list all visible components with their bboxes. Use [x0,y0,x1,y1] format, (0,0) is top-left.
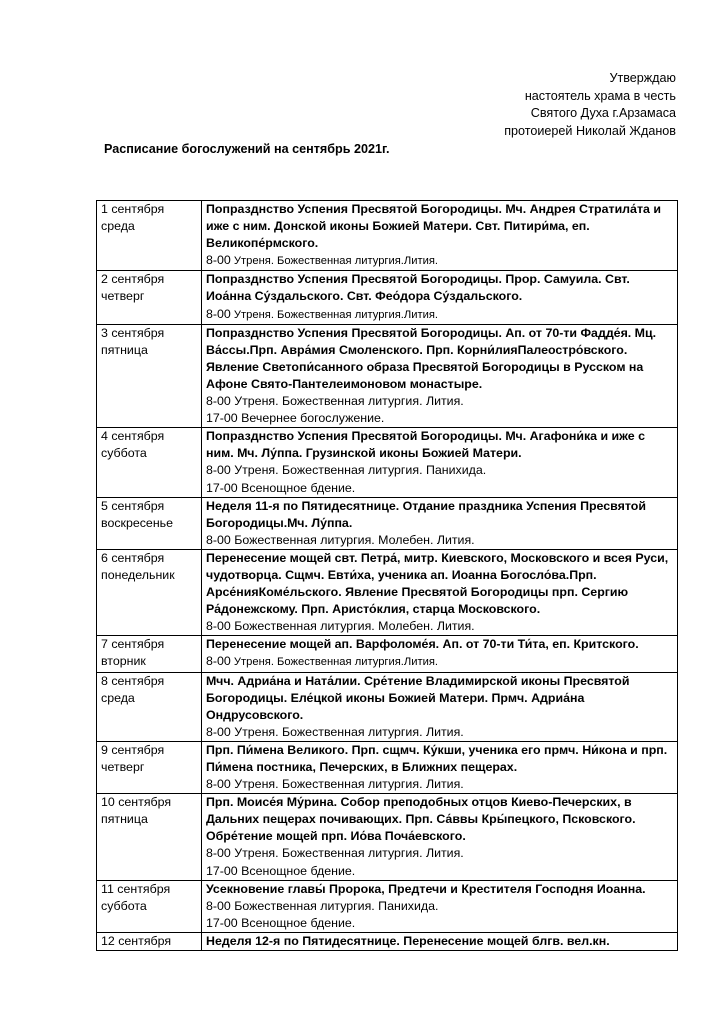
schedule-row [97,201,678,271]
service-cell [202,672,678,741]
feast-title: Прп. Пи́мена Великого. Прп. сщмч. Ку́кши, ученика его прмч. Ни́кона и прп. Пи́мена постника, Печерских, в Ближних пещерах. [206,742,668,774]
date-text: 4 сентября [101,429,165,444]
service-line: 8-00 Божественная литургия. Панихида. [206,898,439,913]
service-line [206,252,674,270]
date-cell [97,880,202,932]
weekday-text: воскресенье [101,515,174,530]
weekday-text: четверг [101,760,145,774]
feast-title: Перенесение мощей ап. Варфоломе́я. Ап. от 70-ти Ти́та, еп. Критского. [206,637,639,652]
service-cell [202,271,678,324]
service-line: 17-00 Вечернее богослужение. [206,411,385,426]
approval-line: протоиерей Николай Жданов [504,123,676,138]
service-line: 8-00 Утреня. Божественная литургия. Лития. [206,777,464,792]
feast-title: Неделя 11-я по Пятидесятнице. Отдание праздника Успения Пресвятой Богородицы.Мч. Лу́ппа. [206,498,646,530]
service-cell [202,932,678,950]
date-text: 11 сентября [101,881,171,896]
feast-title: Неделя 12-я по Пятидесятнице. Перенесение мощей блгв. вел.кн. [206,933,610,948]
date-text: 1 сентября [101,202,165,216]
date-text: 3 сентября [101,325,165,340]
weekday-text: суббота [101,898,147,913]
service-cell [202,201,678,271]
date-text: 5 сентября [101,498,165,513]
schedule-row [97,794,678,880]
schedule-row [97,636,678,672]
schedule-row [97,271,678,324]
approval-block [504,70,676,140]
service-cell [202,428,678,497]
schedule-row [97,741,678,793]
service-cell [202,880,678,932]
date-cell [97,497,202,549]
feast-title: Попразднство Успения Пресвятой Богородицы. Мч. Агафони́ка и иже с ним. Мч. Лу́ппа. Грузинской иконы Божией Матери. [206,429,646,461]
feast-title: Мчч. Адриа́на и Ната́лии. Сре́тение Владимирской иконы Пресвятой Богородицы. Еле́цкой иконы Божией Матери. Прмч. Адриа́на Ондрусовского. [206,673,630,722]
feast-title: Попразднство Успения Пресвятой Богородицы. Мч. Андрея Стратила́та и иже с ним. Донской иконы Божией Матери. Свт. Питири́ма, еп. Великопе́рмского. [206,202,661,251]
date-cell [97,201,202,271]
service-line: 17-00 Всенощное бдение. [206,480,356,495]
date-text: 6 сентября [101,550,165,565]
service-time: 8-00 [206,654,231,669]
service-line: 8-00 Утреня. Божественная литургия. Лития. [206,394,464,409]
service-line: 8-00 Утреня. Божественная литургия. Лития. [206,724,464,739]
service-text: Утреня. Божественная литургия.Лития. [230,656,439,669]
weekday-text: вторник [101,654,146,669]
feast-title: Перенесение мощей свт. Петра́, митр. Киевского, Московского и всея Руси, чудотворца. Сщмч. Евти́ха, ученика ап. Иоанна Богосло́ва.Прп. Арсе́нияКоме́льского. Явление Пресвятой Богородицы прп. Сергию Ра́донежскому. Прп. Аристо́клия, старца Московского. [206,550,669,617]
service-line: 8-00 Божественная литургия. Молебен. Лития. [206,619,475,634]
approval-line: настоятель храма в честь [524,88,676,103]
service-text: Утреня. Божественная литургия.Лития. [230,255,439,268]
date-cell [97,672,202,741]
service-cell [202,549,678,635]
date-text: 7 сентября [101,637,165,652]
approval-line: Утверждаю [609,71,676,85]
schedule-table [96,200,678,951]
date-cell [97,271,202,324]
feast-title: Прп. Моисе́я Му́рина. Собор преподобных отцов Киево-Печерских, в Дальних пещерах почивающих. Прп. Са́ввы Кры́пецкого, Псковского. Обре́тение мощей прп. Ио́ва Поча́евского. [206,795,636,844]
service-line: 17-00 Всенощное бдение. [206,915,356,930]
service-cell [202,636,678,672]
service-line [206,306,674,324]
service-time: 8-00 [206,253,231,268]
date-text: 10 сентября [101,795,172,810]
weekday-text: пятница [101,342,148,357]
schedule-row [97,324,678,428]
date-cell [97,428,202,497]
weekday-text: понедельник [101,567,175,582]
schedule-body [97,201,678,951]
weekday-text: суббота [101,446,147,461]
service-cell [202,324,678,428]
service-line: 17-00 Всенощное бдение. [206,863,356,878]
date-cell [97,636,202,672]
date-text: 9 сентября [101,742,165,757]
schedule-row [97,932,678,950]
weekday-text: пятница [101,812,148,827]
service-time: 8-00 [206,306,231,321]
weekday-text: четверг [101,289,145,304]
weekday-text: среда [101,219,135,234]
date-cell [97,324,202,428]
schedule-row [97,549,678,635]
service-cell [202,794,678,880]
service-line: 8-00 Божественная литургия. Молебен. Лития. [206,532,475,547]
date-cell [97,932,202,950]
feast-title: Попразднство Успения Пресвятой Богородицы. Прор. Самуила. Свт. Иоа́нна Су́здальского. Свт. Фео́дора Су́здальского. [206,272,630,304]
schedule-row [97,497,678,549]
service-line [206,653,674,671]
weekday-text: среда [101,690,135,705]
schedule-row [97,428,678,497]
feast-title: Попразднство Успения Пресвятой Богородицы. Ап. от 70-ти Фадде́я. Мц. Ва́ссы.Прп. Авра́мия Смоленского. Прп. Корни́лияПалеостро́вского. Явление Светопи́санного образа Пресвятой Богородицы в Русском на Афоне Свято-Пантелеимоновом монастыре. [206,325,657,391]
schedule-row [97,672,678,741]
date-text: 2 сентября [101,272,165,287]
date-cell [97,794,202,880]
feast-title: Усекновение главы́ Пророка, Предтечи и Крестителя Господня Иоанна. [206,881,646,896]
date-cell [97,741,202,793]
service-line: 8-00 Утреня. Божественная литургия. Панихида. [206,463,487,478]
page-title: Расписание богослужений на сентябрь 2021г. [104,142,390,156]
date-text: 12 сентября [101,933,172,948]
service-text: Утреня. Божественная литургия.Лития. [230,308,439,321]
approval-line: Святого Духа г.Арзамаса [530,106,676,121]
date-text: 8 сентября [101,673,165,688]
service-cell [202,741,678,793]
service-line: 8-00 Утреня. Божественная литургия. Лития. [206,846,464,861]
date-cell [97,549,202,635]
schedule-row [97,880,678,932]
service-cell [202,497,678,549]
